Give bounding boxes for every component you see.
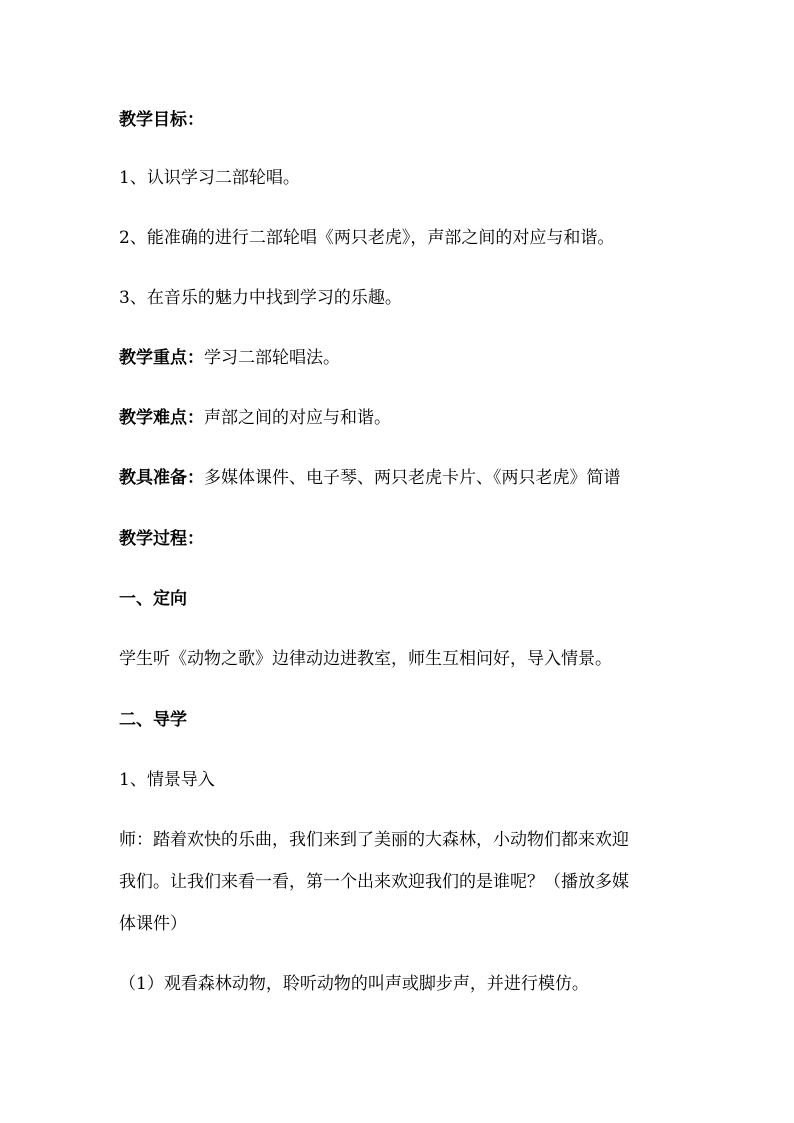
difficulty-line — [119, 408, 391, 428]
goal-item-1: 1、认识学习二部轮唱。 — [119, 168, 300, 188]
activity-item-1: （1）观看森林动物，聆听动物的叫声或脚步声，并进行模仿。 — [119, 974, 589, 994]
key-point-line — [119, 348, 340, 368]
tools-line — [119, 468, 621, 488]
difficulty-text: 声部之间的对应与和谐。 — [204, 408, 391, 428]
tools-text: 多媒体课件、电子琴、两只老虎卡片、《两只老虎》简谱 — [204, 468, 621, 488]
teacher-paragraph-line-2: 我们。让我们来看一看，第一个出来欢迎我们的是谁呢？（播放多媒 — [119, 872, 629, 892]
tools-label: 教具准备： — [119, 468, 204, 488]
section-heading-2: 二、导学 — [119, 710, 187, 730]
teacher-paragraph-line-3: 体课件） — [119, 914, 187, 934]
difficulty-label: 教学难点： — [119, 408, 204, 428]
subsection-heading-1: 1、情景导入 — [119, 770, 215, 790]
section-heading-1: 一、定向 — [119, 589, 187, 609]
key-point-label: 教学重点： — [119, 348, 204, 368]
heading-teaching-process: 教学过程： — [119, 529, 204, 549]
key-point-text: 学习二部轮唱法。 — [204, 348, 340, 368]
goal-item-3: 3、在音乐的魅力中找到学习的乐趣。 — [119, 288, 402, 308]
goal-item-2: 2、能准确的进行二部轮唱《两只老虎》，声部之间的对应与和谐。 — [119, 228, 615, 248]
teacher-paragraph-line-1: 师：踏着欢快的乐曲，我们来到了美丽的大森林，小动物们都来欢迎 — [119, 830, 629, 850]
heading-teaching-goals: 教学目标： — [119, 110, 204, 130]
section-1-text: 学生听《动物之歌》边律动边进教室，师生互相问好，导入情景。 — [119, 649, 612, 669]
